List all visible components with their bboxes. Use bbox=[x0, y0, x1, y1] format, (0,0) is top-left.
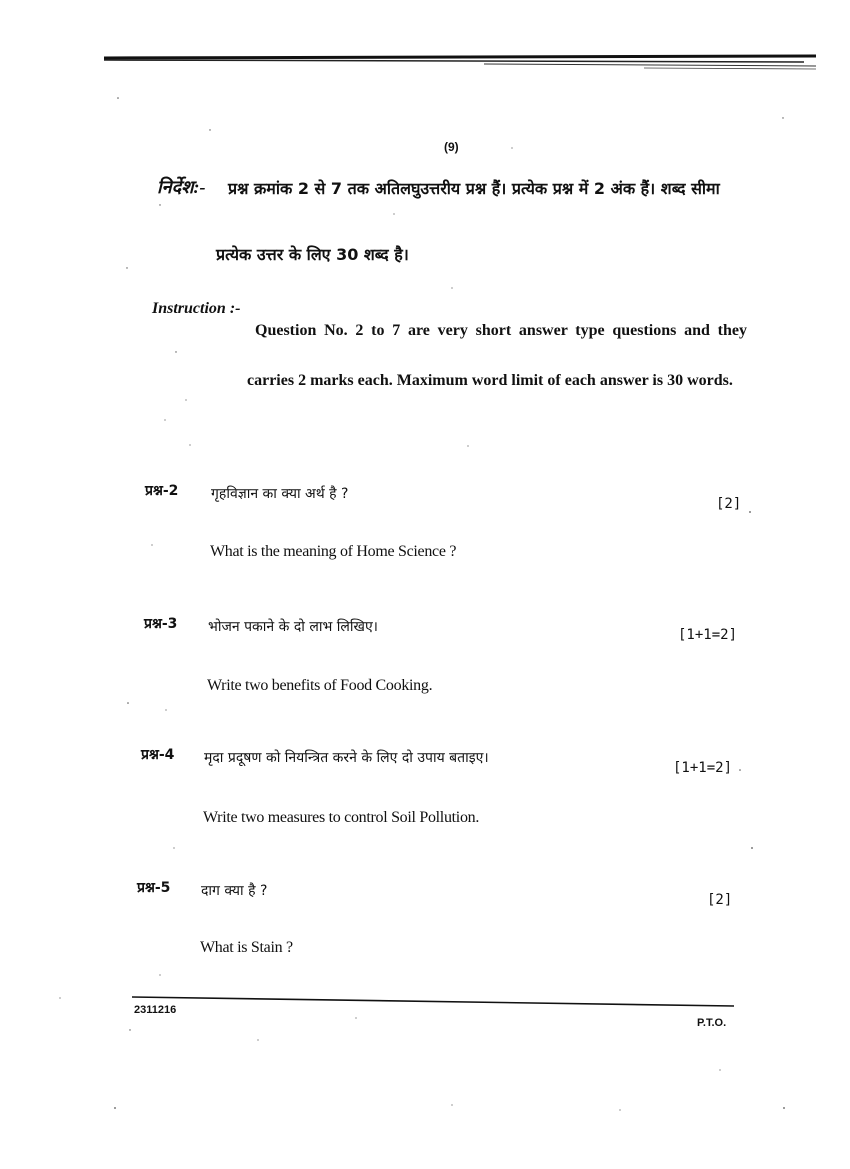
question-marks: [2] bbox=[707, 892, 733, 908]
hindi-instruction-line2: प्रत्येक उत्तर के लिए 30 शब्द है। bbox=[216, 245, 409, 264]
question-number: प्रश्न-5 bbox=[137, 880, 171, 896]
english-instruction-text: Question No. 2 to 7 are very short answer type questions and they carries 2 marks each. Maximum word limit of each answer is 30 words. bbox=[247, 322, 747, 389]
footer-code: 2311216 bbox=[134, 1004, 177, 1016]
question-english: Write two measures to control Soil Pollution. bbox=[203, 809, 480, 826]
question-hindi: दाग क्या है ? bbox=[201, 883, 268, 899]
question-english: Write two benefits of Food Cooking. bbox=[207, 677, 433, 694]
question-number: प्रश्न-2 bbox=[145, 483, 179, 499]
question-hindi: गृहविज्ञान का क्या अर्थ है ? bbox=[211, 486, 349, 502]
hindi-instruction-line1: प्रश्न क्रमांक 2 से 7 तक अतिलघुउत्तरीय प्रश्न हैं। प्रत्येक प्रश्न में 2 अंक हैं। शब्द सीमा bbox=[228, 179, 720, 198]
question-marks: [1+1=2] bbox=[678, 627, 738, 643]
question-english: What is the meaning of Home Science ? bbox=[210, 543, 457, 560]
bottom-rule bbox=[132, 995, 734, 1007]
page-number: (9) bbox=[444, 140, 459, 154]
footer-pto: P.T.O. bbox=[697, 1017, 727, 1029]
question-english: What is Stain ? bbox=[200, 939, 293, 956]
question-marks: [2] bbox=[716, 496, 742, 512]
top-rule bbox=[104, 54, 816, 70]
english-instruction-label: Instruction :- bbox=[152, 300, 241, 317]
question-number: प्रश्न-3 bbox=[144, 616, 178, 632]
hindi-instruction-label: निर्देश:- bbox=[157, 177, 206, 197]
question-hindi: मृदा प्रदूषण को नियन्त्रित करने के लिए दो उपाय बताइए। bbox=[204, 750, 489, 766]
question-marks: [1+1=2] bbox=[673, 760, 733, 776]
question-number: प्रश्न-4 bbox=[141, 747, 175, 763]
question-hindi: भोजन पकाने के दो लाभ लिखिए। bbox=[208, 619, 378, 635]
